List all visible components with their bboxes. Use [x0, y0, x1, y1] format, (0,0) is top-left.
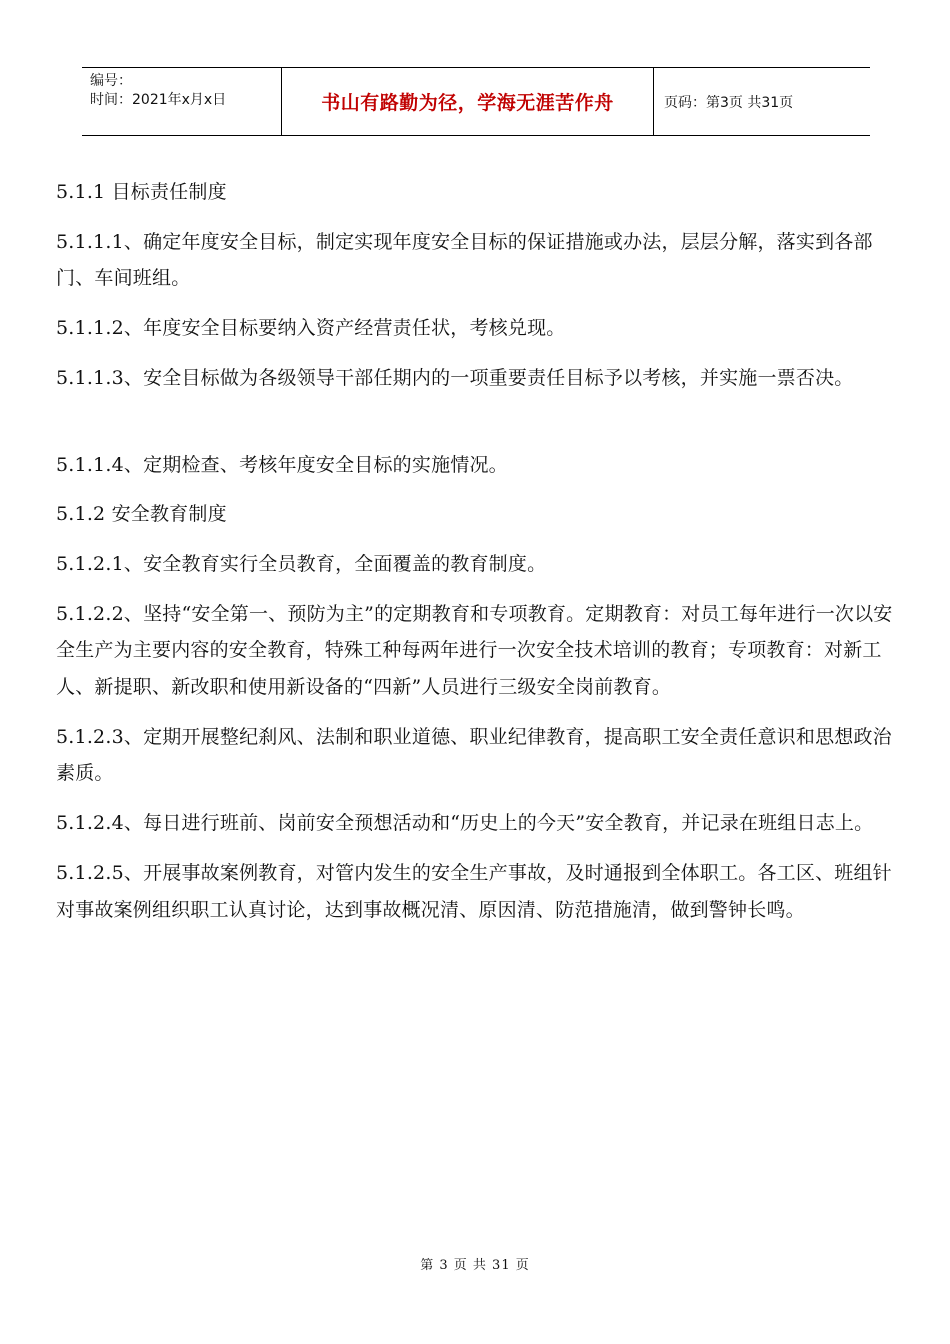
header-page-info: 页码：第3页 共31页 [664, 94, 794, 111]
paragraph: 5.1.1.1、确定年度安全目标，制定实现年度安全目标的保证措施或办法，层层分解，落实到各部门、车间班组。 [56, 230, 873, 290]
paragraph: 5.1.1.4、定期检查、考核年度安全目标的实施情况。 [56, 453, 508, 476]
paragraph: 5.1.1.3、安全目标做为各级领导干部任期内的一项重要责任目标予以考核，并实施一票否决。 [56, 366, 854, 389]
paragraph: 5.1.2.2、坚持“安全第一、预防为主”的定期教育和专项教育。定期教育：对员工每年进行一次以安全生产为主要内容的安全教育，特殊工种每两年进行一次安全技术培训的教育；专项教育：对新工人、新提职、新改职和使用新设备的“四新”人员进行三级安全岗前教育。 [56, 602, 893, 699]
document-body [56, 174, 898, 941]
document-number-label: 编号： [90, 73, 132, 89]
paragraph: 5.1.1.2、年度安全目标要纳入资产经营责任状，考核兑现。 [56, 317, 566, 340]
page-header [82, 67, 870, 136]
header-motto: 书山有路勤为径，学海无涯苦作舟 [282, 68, 654, 135]
section-heading: 5.1.1 目标责任制度 [56, 181, 227, 203]
paragraph: 5.1.2.3、定期开展整纪刹风、法制和职业道德、职业纪律教育，提高职工安全责任意识和思想政治素质。 [56, 725, 892, 785]
document-date-label: 时间：2021年x月x日 [90, 92, 227, 108]
section-heading: 5.1.2 安全教育制度 [56, 503, 227, 526]
paragraph: 5.1.2.1、安全教育实行全员教育，全面覆盖的教育制度。 [56, 552, 547, 575]
paragraph: 5.1.2.5、开展事故案例教育，对管内发生的安全生产事故，及时通报到全体职工。各工区、班组针对事故案例组织职工认真讨论，达到事故概况清、原因清、防范措施清，做到警钟长鸣。 [56, 861, 892, 921]
paragraph: 5.1.2.4、每日进行班前、岗前安全预想活动和“历史上的今天”安全教育，并记录在班组日志上。 [56, 812, 874, 835]
page-footer: 第 3 页 共 31 页 [420, 1258, 530, 1273]
header-meta-cell [82, 68, 282, 135]
